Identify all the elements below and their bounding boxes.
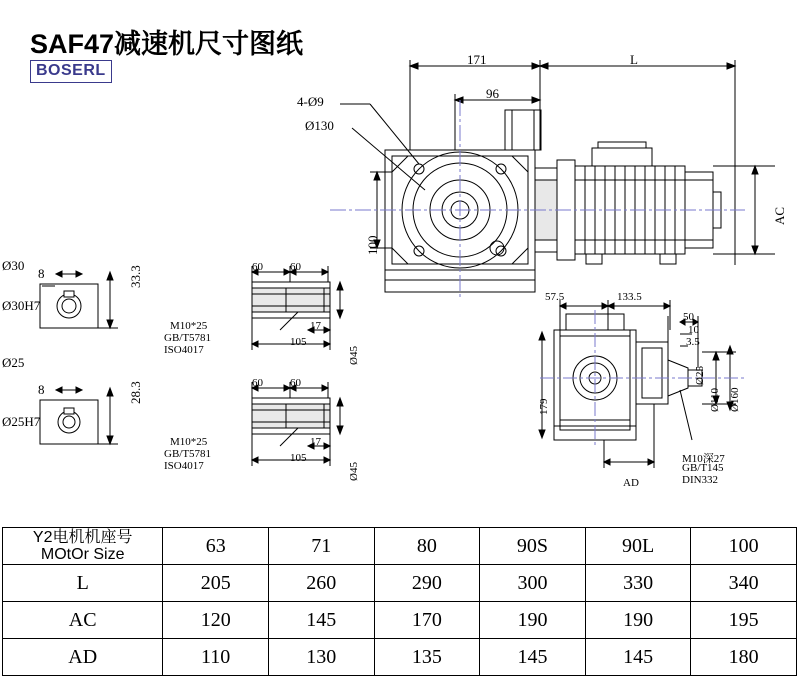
shaft-lower-thread-2: GB/T5781	[164, 448, 212, 460]
dim-96: 96	[486, 86, 499, 101]
side-dim-10: 10	[688, 324, 699, 336]
shaft-lower-dim-105: 105	[290, 452, 307, 464]
side-dim-133-5: 133.5	[617, 291, 642, 303]
table-row	[3, 565, 797, 602]
keyway-upper-shaft-label: Ø30	[2, 258, 25, 273]
side-dim-d110: Ø110	[709, 387, 721, 412]
table-cell-L-2: 290	[374, 565, 480, 602]
motor-size-en: MOtOr Size	[40, 546, 125, 563]
side-view-drawing	[530, 290, 800, 520]
side-dim-d160: Ø160	[729, 387, 741, 412]
table-row-header-motor-size	[3, 528, 163, 565]
table-row-header-AC: AC	[3, 602, 163, 639]
dim-4-hole: 4-Ø9	[297, 94, 324, 109]
shaft-lower-thread-1: M10*25	[170, 436, 208, 448]
table-cell-AC-2: 170	[374, 602, 480, 639]
table-cell-AD-5: 180	[691, 639, 797, 676]
brand-logo: BOSERL	[30, 60, 112, 83]
table-cell-size-3: 90S	[480, 528, 586, 565]
shaft-lower-dim-60b: 60	[290, 377, 301, 389]
shaft-upper-thread-1: M10*25	[170, 320, 208, 332]
dim-L: L	[630, 52, 638, 67]
table-cell-L-3: 300	[480, 565, 586, 602]
shaft-lower-dim-60a: 60	[252, 377, 263, 389]
keyway-lower-bore-label: Ø25H7	[2, 414, 41, 429]
table-row	[3, 602, 797, 639]
side-note-2: GB/T145	[682, 462, 724, 474]
table-cell-AD-1: 130	[268, 639, 374, 676]
table-row	[3, 528, 797, 565]
shaft-lower-dim-17: 17	[310, 436, 321, 448]
table-row	[3, 639, 797, 676]
keyway-upper-bore-label: Ø30H7	[2, 298, 41, 313]
side-dim-50: 50	[683, 311, 694, 323]
dim-100: 100	[365, 235, 380, 255]
table-cell-size-2: 80	[374, 528, 480, 565]
shaft-lower-dim-d45: Ø45	[348, 462, 360, 481]
table-cell-AC-0: 120	[163, 602, 269, 639]
motor-size-cn: Y2电机机座号	[32, 529, 133, 546]
table-cell-AC-1: 145	[268, 602, 374, 639]
shaft-upper-thread-2: GB/T5781	[164, 332, 212, 344]
side-dim-179: 179	[538, 398, 550, 415]
shaft-upper-dim-60a: 60	[252, 261, 263, 273]
shaft-upper-dim-d45: Ø45	[348, 346, 360, 365]
table-cell-L-1: 260	[268, 565, 374, 602]
dimension-table	[2, 527, 797, 676]
dim-d130: Ø130	[305, 118, 334, 133]
table-cell-size-0: 63	[163, 528, 269, 565]
table-cell-AD-4: 145	[585, 639, 691, 676]
keyway-lower-shaft-label: Ø25	[2, 355, 25, 370]
table-cell-size-4: 90L	[585, 528, 691, 565]
table-row-header-L: L	[3, 565, 163, 602]
keyway-upper-height: 33.3	[128, 265, 143, 288]
table-cell-AD-0: 110	[163, 639, 269, 676]
table-cell-AD-3: 145	[480, 639, 586, 676]
shaft-lower-thread-3: ISO4017	[164, 460, 204, 472]
shaft-details	[230, 250, 430, 480]
table-cell-size-5: 100	[691, 528, 797, 565]
page-title: SAF47减速机尺寸图纸	[30, 29, 304, 59]
table-cell-AC-3: 190	[480, 602, 586, 639]
keyway-lower-width: 8	[38, 382, 45, 397]
table-cell-AD-2: 135	[374, 639, 480, 676]
shaft-upper-thread-3: ISO4017	[164, 344, 204, 356]
side-note-3: DIN332	[682, 474, 719, 486]
side-dim-d25: Ø25	[694, 366, 706, 385]
table-cell-L-4: 330	[585, 565, 691, 602]
shaft-upper-dim-105: 105	[290, 336, 307, 348]
keyway-upper-width: 8	[38, 266, 45, 281]
table-cell-AC-5: 195	[691, 602, 797, 639]
side-note-1: M10深27	[682, 453, 725, 465]
side-dim-AD: AD	[623, 477, 639, 489]
shaft-upper-dim-60b: 60	[290, 261, 301, 273]
table-cell-AC-4: 190	[585, 602, 691, 639]
dim-AC: AC	[772, 206, 787, 225]
dim-171: 171	[467, 52, 487, 67]
side-dim-3-5: 3.5	[686, 336, 700, 348]
side-dim-57-5: 57.5	[545, 291, 565, 303]
table-cell-size-1: 71	[268, 528, 374, 565]
keyway-lower-height: 28.3	[128, 381, 143, 404]
table-cell-L-0: 205	[163, 565, 269, 602]
shaft-upper-dim-17: 17	[310, 320, 321, 332]
table-cell-L-5: 340	[691, 565, 797, 602]
table-row-header-AD: AD	[3, 639, 163, 676]
